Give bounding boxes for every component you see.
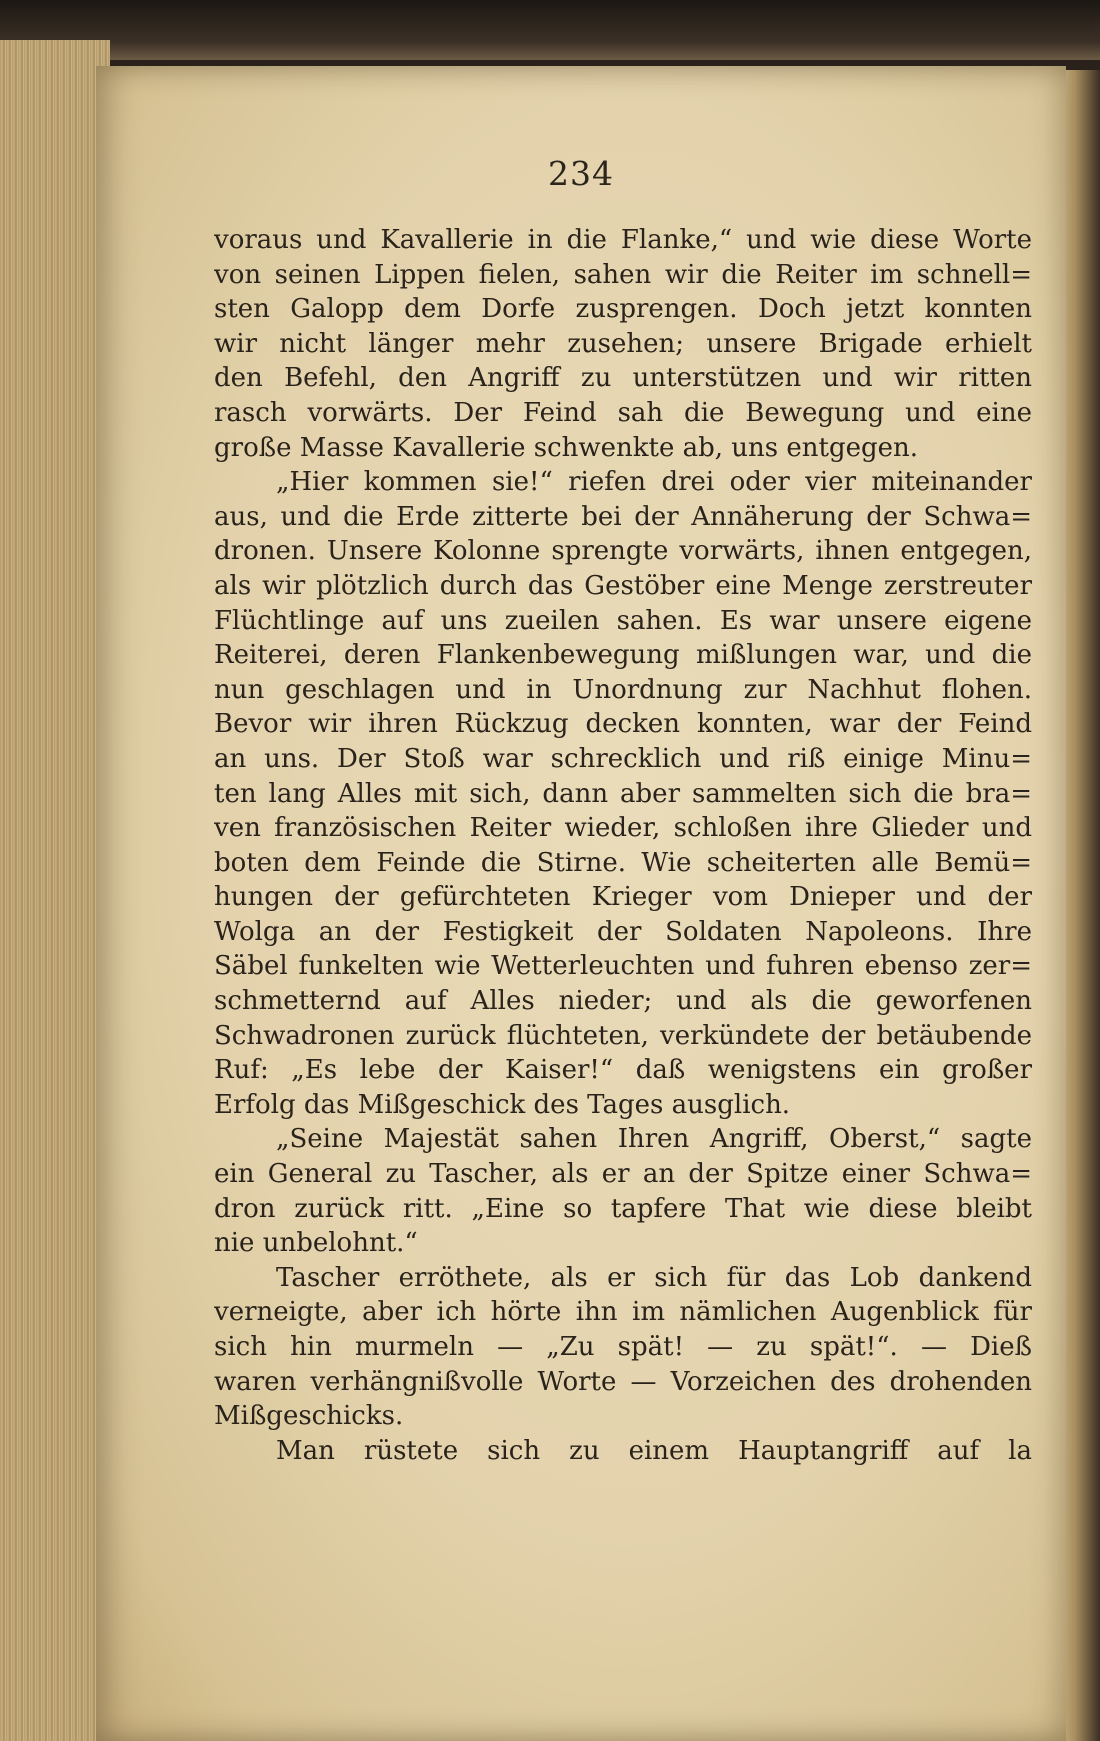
text-line: schmetternd auf Alles nieder; und als die geworfenen <box>214 986 1032 1017</box>
text-line: an uns. Der Stoß war schrecklich und riß einige Minu= <box>214 743 1032 774</box>
text-line: Man rüstete sich zu einem Hauptangriff auf la <box>276 1435 1032 1466</box>
text-line: Ruf: „Es lebe der Kaiser!“ daß wenigstens ein großer <box>214 1055 1032 1086</box>
text-line: voraus und Kavallerie in die Flanke,“ und wie diese Worte <box>214 225 1032 255</box>
text-line: Erfolg das Mißgeschick des Tages ausglich. <box>214 1089 791 1120</box>
page-number: 234 <box>548 154 614 193</box>
text-line: Bevor wir ihren Rückzug decken konnten, war der Feind <box>214 709 1032 740</box>
book-top-edge <box>0 0 1100 60</box>
text-line: von seinen Lippen fielen, sahen wir die Reiter im schnell= <box>214 259 1032 290</box>
text-line: nun geschlagen und in Unordnung zur Nachhut flohen. <box>214 674 1032 705</box>
page-stack-left <box>0 40 110 1741</box>
text-line: aus, und die Erde zitterte bei der Annäherung der Schwa= <box>214 501 1032 532</box>
text-line: „Hier kommen sie!“ riefen drei oder vier miteinander <box>276 467 1032 498</box>
text-line: Tascher erröthete, als er sich für das Lob dankend <box>276 1262 1032 1293</box>
text-line: ten lang Alles mit sich, dann aber sammelten sich die bra= <box>214 778 1032 809</box>
text-line: sten Galopp dem Dorfe zusprengen. Doch jetzt konnten <box>214 294 1032 325</box>
text-line: ven französischen Reiter wieder, schloßen ihre Glieder und <box>214 813 1032 844</box>
text-line: Mißgeschicks. <box>214 1401 404 1432</box>
text-line: verneigte, aber ich hörte ihn im nämlichen Augenblick für <box>214 1297 1032 1328</box>
body-text <box>214 223 1032 1468</box>
text-line: rasch vorwärts. Der Feind sah die Bewegung und eine <box>214 397 1032 428</box>
text-line: den Befehl, den Angriff zu unterstützen und wir ritten <box>214 363 1032 394</box>
text-line: nie unbelohnt.“ <box>214 1228 418 1259</box>
text-line: dron zurück ritt. „Eine so tapfere That wie diese bleibt <box>214 1193 1032 1224</box>
text-line: Flüchtlinge auf uns zueilen sahen. Es war unsere eigene <box>214 605 1032 636</box>
text-line: dronen. Unsere Kolonne sprengte vorwärts, ihnen entgegen, <box>214 536 1032 567</box>
text-line: ein General zu Tascher, als er an der Spitze einer Schwa= <box>214 1159 1032 1190</box>
text-line: Reiterei, deren Flankenbewegung mißlungen war, und die <box>214 640 1032 671</box>
book-page <box>96 66 1066 1741</box>
text-line: hungen der gefürchteten Krieger vom Dnieper und der <box>214 882 1032 913</box>
text-line: Wolga an der Festigkeit der Soldaten Napoleons. Ihre <box>214 916 1032 947</box>
text-line: als wir plötzlich durch das Gestöber eine Menge zerstreuter <box>214 570 1032 601</box>
text-line: boten dem Feinde die Stirne. Wie scheiterten alle Bemü= <box>214 847 1032 878</box>
text-line: Schwadronen zurück flüchteten, verkündete der betäubende <box>214 1020 1032 1051</box>
text-line: wir nicht länger mehr zusehen; unsere Brigade erhielt <box>214 328 1032 359</box>
text-line: große Masse Kavallerie schwenkte ab, uns entgegen. <box>214 432 919 463</box>
text-line: Säbel funkelten wie Wetterleuchten und fuhren ebenso zer= <box>214 951 1032 982</box>
text-line: „Seine Majestät sahen Ihren Angriff, Oberst,“ sagte <box>276 1124 1032 1155</box>
text-line: sich hin murmeln — „Zu spät! — zu spät!“. — Dieß <box>214 1332 1032 1362</box>
text-line: waren verhängnißvolle Worte — Vorzeichen des drohenden <box>214 1366 1032 1397</box>
